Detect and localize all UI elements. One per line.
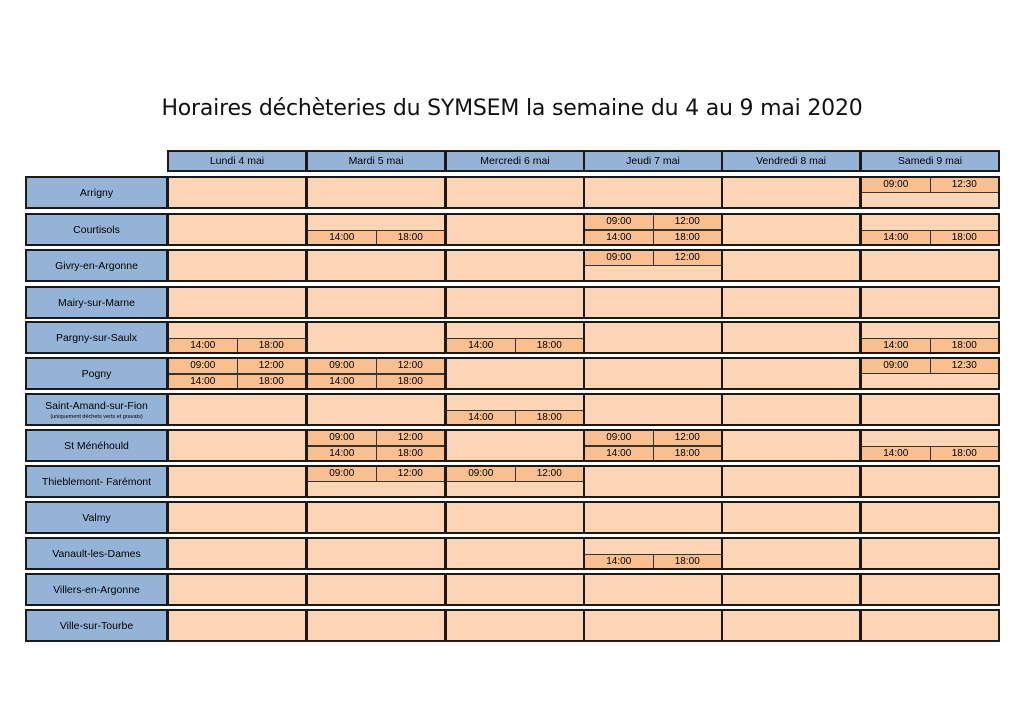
close-time: 18:00 — [653, 555, 722, 569]
morning-slot — [585, 539, 721, 554]
schedule-cell — [583, 286, 723, 319]
site-name — [25, 321, 168, 354]
morning-slot — [169, 323, 305, 338]
schedule-cell — [445, 286, 585, 319]
afternoon-slot — [447, 482, 583, 497]
open-time: 14:00 — [883, 231, 909, 243]
afternoon-slot — [585, 446, 721, 461]
schedule-cell — [167, 357, 307, 390]
site-name-label: Courtisols — [73, 223, 120, 236]
morning-slot — [585, 251, 721, 266]
morning-slot — [308, 215, 444, 230]
schedule-cell — [721, 176, 861, 209]
schedule-cell — [583, 249, 723, 282]
schedule-cell — [306, 537, 446, 570]
schedule-cell — [445, 213, 585, 246]
site-name — [25, 609, 168, 642]
day-header: Jeudi 7 mai — [583, 150, 723, 172]
site-name-label: Villers-en-Argonne — [53, 583, 140, 596]
schedule-cell — [860, 429, 1000, 462]
close-time: 18:00 — [653, 447, 722, 461]
schedule-cell — [721, 501, 861, 534]
schedule-cell — [860, 249, 1000, 282]
schedule-cell — [167, 573, 307, 606]
afternoon-slot — [862, 374, 998, 389]
afternoon-slot — [308, 374, 444, 389]
schedule-cell — [167, 537, 307, 570]
morning-slot — [862, 431, 998, 446]
morning-slot — [447, 467, 583, 482]
site-name — [25, 501, 168, 534]
schedule-cell — [583, 429, 723, 462]
open-time: 09:00 — [190, 360, 216, 372]
morning-slot — [308, 359, 444, 374]
day-header: Mercredi 6 mai — [445, 150, 585, 172]
schedule-cell — [721, 321, 861, 354]
close-time: 12:00 — [653, 215, 722, 229]
site-name — [25, 249, 168, 282]
close-time: 18:00 — [376, 375, 445, 389]
schedule-cell — [167, 393, 307, 426]
day-header: Vendredi 8 mai — [721, 150, 861, 172]
site-name-label: Arrigny — [79, 186, 114, 199]
afternoon-slot — [862, 193, 998, 208]
schedule-cell — [583, 537, 723, 570]
morning-slot — [447, 323, 583, 338]
site-name — [25, 393, 168, 426]
close-time: 12:00 — [515, 467, 584, 481]
schedule-cell — [583, 609, 723, 642]
afternoon-slot — [862, 338, 998, 353]
open-time: 14:00 — [606, 231, 632, 243]
open-time: 09:00 — [606, 432, 632, 444]
schedule-cell — [306, 357, 446, 390]
schedule-cell — [860, 176, 1000, 209]
open-time: 09:00 — [606, 252, 632, 264]
open-time: 09:00 — [329, 468, 355, 480]
schedule-cell — [583, 176, 723, 209]
schedule-cell — [860, 573, 1000, 606]
schedule-cell — [721, 429, 861, 462]
page-title: Horaires déchèteries du SYMSEM la semaine du 4 au 9 mai 2020 — [161, 96, 863, 121]
schedule-cell — [583, 357, 723, 390]
schedule-cell — [860, 393, 1000, 426]
open-time: 14:00 — [468, 411, 494, 423]
close-time: 18:00 — [515, 339, 584, 353]
site-name-label: Mairy-sur-Marne — [57, 296, 135, 309]
schedule-cell — [860, 465, 1000, 498]
day-header: Samedi 9 mai — [860, 150, 1000, 172]
site-name — [25, 176, 168, 209]
schedule-cell — [445, 249, 585, 282]
close-time: 12:30 — [930, 178, 999, 192]
schedule-cell — [860, 609, 1000, 642]
schedule-cell — [306, 501, 446, 534]
schedule-cell — [306, 429, 446, 462]
schedule-cell — [167, 429, 307, 462]
open-time: 14:00 — [606, 555, 632, 567]
close-time: 12:00 — [376, 431, 445, 445]
site-name-label: Givry-en-Argonne — [55, 259, 138, 272]
open-time: 14:00 — [883, 339, 909, 351]
site-name-label: Ville-sur-Tourbe — [59, 619, 134, 632]
schedule-cell — [583, 501, 723, 534]
open-time: 14:00 — [329, 375, 355, 387]
schedule-cell — [721, 393, 861, 426]
schedule-cell — [445, 357, 585, 390]
schedule-cell — [860, 537, 1000, 570]
close-time: 18:00 — [237, 339, 306, 353]
schedule-cell — [445, 537, 585, 570]
close-time: 12:00 — [653, 251, 722, 265]
open-time: 09:00 — [329, 432, 355, 444]
afternoon-slot — [308, 482, 444, 497]
schedule-cell — [583, 393, 723, 426]
close-time: 12:00 — [376, 467, 445, 481]
open-time: 14:00 — [329, 447, 355, 459]
schedule-cell — [167, 465, 307, 498]
open-time: 09:00 — [329, 360, 355, 372]
open-time: 09:00 — [606, 216, 632, 228]
schedule-cell — [860, 501, 1000, 534]
close-time: 18:00 — [237, 375, 306, 389]
open-time: 14:00 — [190, 339, 216, 351]
site-name-label: Valmy — [82, 511, 111, 524]
open-time: 14:00 — [468, 339, 494, 351]
close-time: 12:00 — [376, 359, 445, 373]
site-name-label: Pogny — [81, 367, 112, 380]
open-time: 14:00 — [190, 375, 216, 387]
afternoon-slot — [447, 338, 583, 353]
schedule-cell — [721, 357, 861, 390]
day-header: Lundi 4 mai — [167, 150, 307, 172]
schedule-cell — [860, 357, 1000, 390]
close-time: 12:00 — [237, 359, 306, 373]
close-time: 18:00 — [930, 339, 999, 353]
schedule-cell — [167, 609, 307, 642]
close-time: 18:00 — [376, 447, 445, 461]
schedule-cell — [306, 573, 446, 606]
schedule-cell — [306, 321, 446, 354]
schedule-cell — [721, 286, 861, 319]
schedule-cell — [306, 286, 446, 319]
morning-slot — [308, 467, 444, 482]
open-time: 09:00 — [468, 468, 494, 480]
morning-slot — [169, 359, 305, 374]
close-time: 18:00 — [376, 231, 445, 245]
morning-slot — [585, 215, 721, 230]
site-name — [25, 286, 168, 319]
site-name-label: St Ménéhould — [64, 439, 129, 452]
site-name — [25, 537, 168, 570]
afternoon-slot — [308, 230, 444, 245]
morning-slot — [862, 178, 998, 193]
afternoon-slot — [169, 374, 305, 389]
afternoon-slot — [862, 446, 998, 461]
schedule-cell — [306, 249, 446, 282]
afternoon-slot — [308, 446, 444, 461]
schedule-cell — [860, 213, 1000, 246]
close-time: 18:00 — [930, 231, 999, 245]
day-header: Mardi 5 mai — [306, 150, 446, 172]
schedule-cell — [721, 213, 861, 246]
afternoon-slot — [862, 230, 998, 245]
schedule-cell — [445, 321, 585, 354]
site-name — [25, 357, 168, 390]
schedule-cell — [445, 176, 585, 209]
site-name-label: Thieblemont- Farémont — [41, 475, 152, 488]
schedule-cell — [306, 176, 446, 209]
schedule-cell — [583, 465, 723, 498]
schedule-cell — [445, 573, 585, 606]
morning-slot — [585, 431, 721, 446]
site-name-label: Saint-Amand-sur-Fion — [45, 399, 148, 412]
schedule-cell — [860, 321, 1000, 354]
open-time: 14:00 — [606, 447, 632, 459]
schedule-cell — [167, 286, 307, 319]
schedule-cell — [445, 501, 585, 534]
close-time: 12:30 — [930, 359, 999, 373]
afternoon-slot — [585, 266, 721, 281]
afternoon-slot — [585, 230, 721, 245]
site-note: (uniquement déchets verts et gravats) — [50, 413, 143, 420]
schedule-cell — [721, 249, 861, 282]
site-name — [25, 573, 168, 606]
schedule-cell — [860, 286, 1000, 319]
schedule-cell — [167, 176, 307, 209]
site-name — [25, 429, 168, 462]
open-time: 09:00 — [883, 179, 909, 191]
schedule-cell — [721, 609, 861, 642]
close-time: 18:00 — [515, 411, 584, 425]
schedule-cell — [721, 537, 861, 570]
site-name-label: Vanault-les-Dames — [52, 547, 141, 560]
schedule-cell — [306, 393, 446, 426]
afternoon-slot — [585, 554, 721, 569]
open-time: 09:00 — [883, 360, 909, 372]
schedule-cell — [721, 465, 861, 498]
site-name-label: Pargny-sur-Saulx — [55, 331, 138, 344]
morning-slot — [862, 323, 998, 338]
site-name — [25, 465, 168, 498]
schedule-cell — [167, 213, 307, 246]
close-time: 18:00 — [930, 447, 999, 461]
open-time: 14:00 — [883, 447, 909, 459]
schedule-cell — [306, 213, 446, 246]
schedule-cell — [445, 393, 585, 426]
schedule-cell — [167, 321, 307, 354]
schedule-cell — [167, 249, 307, 282]
close-time: 12:00 — [653, 431, 722, 445]
morning-slot — [862, 215, 998, 230]
morning-slot — [447, 395, 583, 410]
schedule-cell — [583, 573, 723, 606]
schedule-cell — [583, 321, 723, 354]
schedule-cell — [306, 609, 446, 642]
open-time: 14:00 — [329, 231, 355, 243]
schedule-cell — [445, 429, 585, 462]
schedule-cell — [721, 573, 861, 606]
afternoon-slot — [447, 410, 583, 425]
schedule-cell — [306, 465, 446, 498]
schedule-cell — [445, 465, 585, 498]
afternoon-slot — [169, 338, 305, 353]
site-name — [25, 213, 168, 246]
schedule-cell — [583, 213, 723, 246]
morning-slot — [862, 359, 998, 374]
close-time: 18:00 — [653, 231, 722, 245]
schedule-cell — [167, 501, 307, 534]
schedule-cell — [445, 609, 585, 642]
morning-slot — [308, 431, 444, 446]
